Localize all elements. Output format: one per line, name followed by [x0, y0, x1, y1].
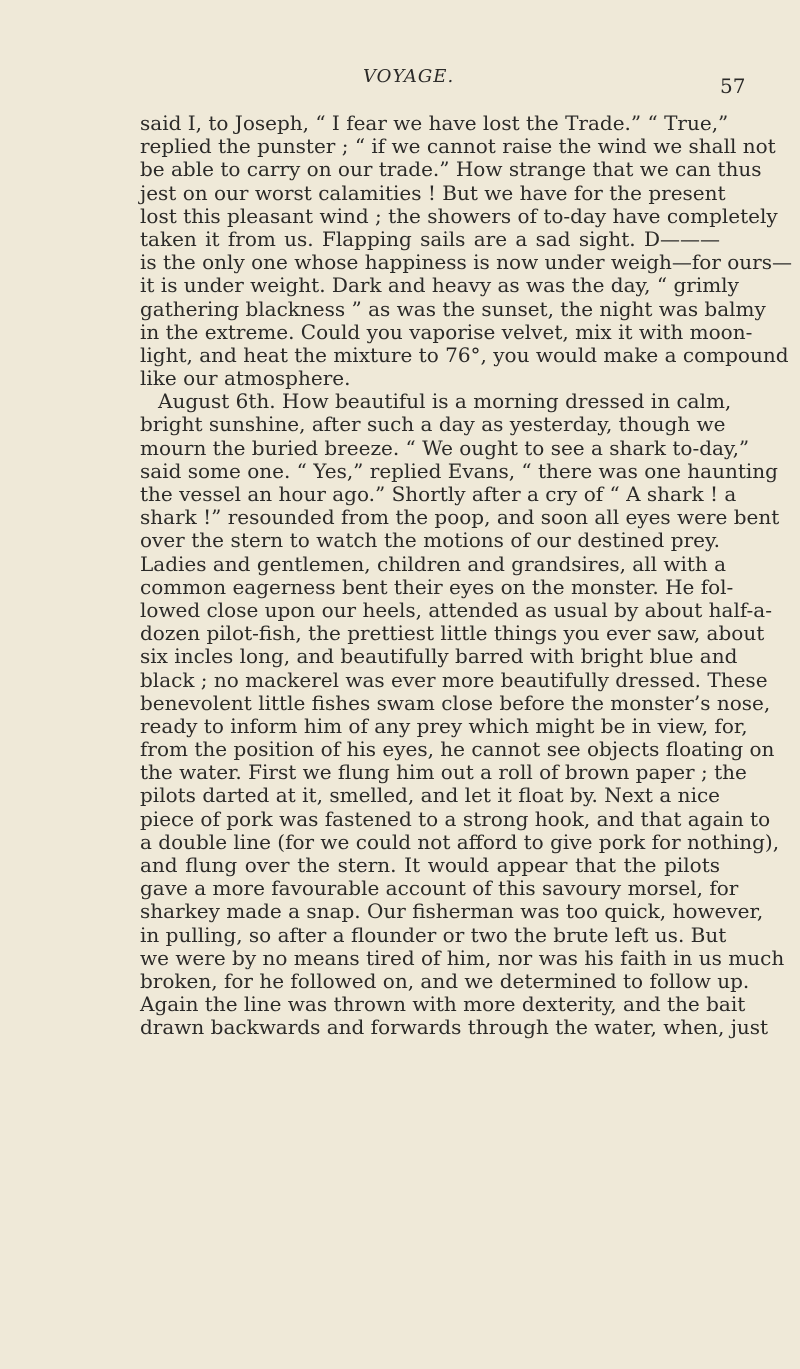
text-line: from the position of his eyes, he cannot see objects floating on	[140, 737, 775, 762]
text-line: August 6th. How beautiful is a morning dressed in calm,	[158, 389, 732, 414]
text-line: drawn backwards and forwards through the water, when, just	[140, 1015, 769, 1040]
text-line: broken, for he followed on, and we determined to follow up.	[140, 968, 750, 993]
text-line: it is under weight. Dark and heavy as was the day, “ grimly	[140, 273, 739, 298]
text-line: like our atmosphere.	[140, 366, 351, 391]
text-line: lowed close upon our heels, attended as usual by about half-a-	[140, 597, 772, 622]
text-line: gathering blackness ” as was the sunset, the night was balmy	[140, 296, 766, 321]
text-line: common eagerness bent their eyes on the monster. He fol-	[140, 574, 734, 599]
text-line: mourn the buried breeze. “ We ought to see a shark to-day,”	[140, 435, 750, 460]
text-line: a double line (for we could not afford to give pork for nothing),	[140, 829, 780, 854]
text-line: the vessel an hour ago.” Shortly after a cry of “ A shark ! a	[140, 482, 737, 506]
page-header	[0, 44, 800, 98]
text-line: jest on our worst calamities ! But we have for the present	[140, 180, 726, 205]
text-line: six incles long, and beautifully barred with bright blue and	[140, 644, 738, 669]
text-line: bright sunshine, after such a day as yesterday, though we	[140, 412, 726, 437]
text-line: and flung over the stern. It would appear that the pilots	[140, 853, 720, 877]
text-line: taken it from us. Flapping sails are a sad sight. D———	[140, 226, 720, 251]
text-line: Again the line was thrown with more dexterity, and the bait	[140, 992, 746, 1017]
text-line: over the stern to watch the motions of our destined prey.	[140, 528, 720, 553]
text-line: benevolent little fishes swam close before the monster’s nose,	[140, 690, 771, 715]
text-line: light, and heat the mixture to 76°, you would make a compound	[140, 342, 789, 367]
page-number: 57	[720, 74, 746, 98]
text-line: dozen pilot-fish, the prettiest little things you ever saw, about	[140, 621, 765, 646]
text-line: black ; no mackerel was ever more beautifully dressed. These	[140, 667, 768, 692]
text-line: ready to inform him of any prey which might be in view, for,	[140, 713, 748, 738]
text-line: we were by no means tired of him, nor was his faith in us much	[140, 945, 785, 970]
text-line: in pulling, so after a flounder or two the brute left us. But	[140, 922, 727, 947]
text-line: said I, to Joseph, “ I fear we have lost the Trade.” “ True,”	[140, 111, 729, 135]
text-line: gave a more favourable account of this savoury morsel, for	[140, 876, 739, 901]
text-line: pilots darted at it, smelled, and let it float by. Next a nice	[140, 783, 720, 808]
text-line: in the extreme. Could you vaporise velvet, mix it with moon-	[140, 319, 753, 344]
running-title: VOYAGE.	[363, 66, 455, 87]
text-line: replied the punster ; “ if we cannot raise the wind we shall not	[140, 134, 776, 159]
text-line: sharkey made a snap. Our fisherman was too quick, however,	[140, 899, 764, 924]
text-line: piece of pork was fastened to a strong hook, and that again to	[140, 806, 771, 831]
text-line: said some one. “ Yes,” replied Evans, “ there was one haunting	[140, 458, 778, 483]
text-line: the water. First we flung him out a roll of brown paper ; the	[140, 760, 747, 785]
text-line: lost this pleasant wind ; the showers of to-day have completely	[140, 203, 778, 228]
text-line: is the only one whose happiness is now under weigh—for ours—	[140, 250, 793, 275]
text-line: shark !” resounded from the poop, and soon all eyes were bent	[140, 505, 780, 530]
text-line: Ladies and gentlemen, children and grandsires, all with a	[140, 551, 727, 576]
body-text	[140, 111, 793, 1040]
text-line: be able to carry on our trade.” How strange that we can thus	[140, 157, 762, 182]
